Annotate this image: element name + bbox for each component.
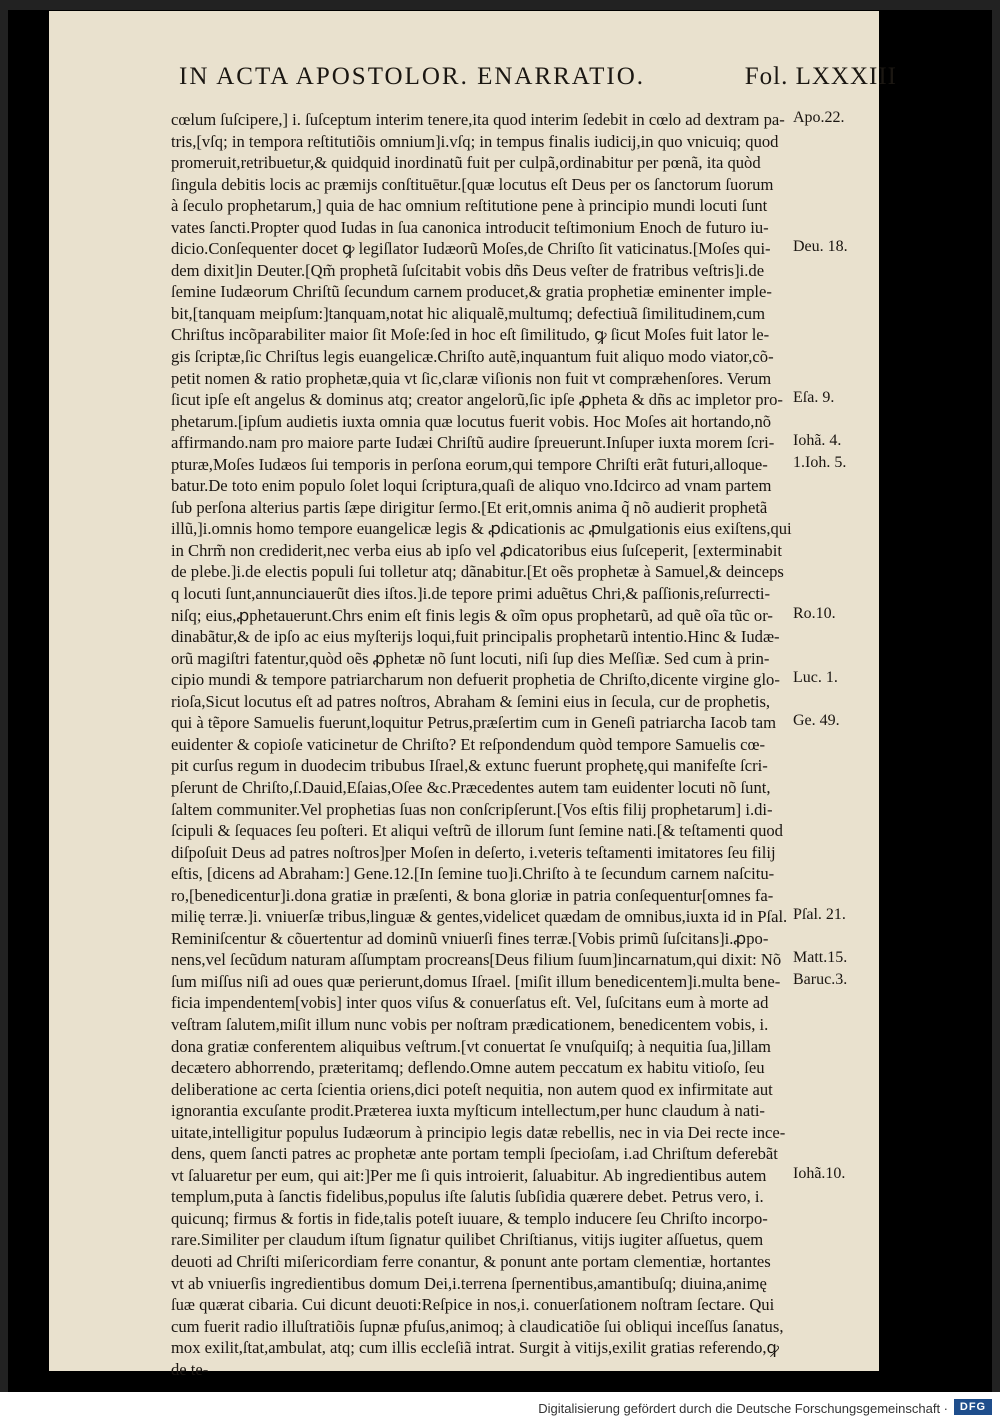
text-line: phetarum.[ipſum audietis iuxta omnia quæ locutus fuerit vobis. Hoc Moſes ait hortando,nõ — [171, 411, 772, 431]
text-line: cipio mundi & tempore patriarcharum non defuerit prophetia de Chriſto,dicente virgine glo- — [171, 670, 780, 690]
folio-number: Fol. LXXXIII — [744, 63, 897, 90]
text-line: veſtram ſalutem,miſit illum nunc vobis per noſtram prædicationem, benedicentem vobis, i. — [171, 1014, 769, 1034]
dfg-logo: DFG — [954, 1399, 992, 1415]
main-text-block — [171, 109, 836, 1380]
marginal-reference: Pſal. 21. — [793, 906, 846, 924]
text-line: promeruit,retribuetur,& quidquid inordinatũ fuit per culpã,ordinabitur per pœnã, ita quòd — [171, 153, 761, 173]
text-line: ſingula debitis locis ac præmijs conſtituētur.[quæ locutus eſt Deus per os ſanctorum ſuorum — [171, 174, 774, 194]
text-line: q locuti ſunt,annunciauerũt dies iſtos.]i.de tepore primi aduẽtus Chri,& paſſionis,reſurrecti- — [171, 584, 771, 604]
text-line: Reminiſcentur & cõuertentur ad dominũ vniuerſi fines terræ.[Vobis primũ ſuſcitans]i.ꝓpo- — [171, 928, 769, 948]
text-line: tris,[vſq; in tempora reſtitutiõis omnium]i.vſq; in tempus finalis iudicij,in quo vnicuiq; quod — [171, 131, 779, 151]
text-line: euidenter & copioſe vaticinetur de Chriſto? Et reſpondendum quòd tempore Samuelis cœ- — [171, 734, 765, 754]
text-line: in Chrm̃ non crediderit,nec verba eius ab ipſo vel ꝓdicatoribus eius ſuſceperit, [exterminabit — [171, 540, 782, 560]
text-line: milię terræ.]i. vniuerſæ tribus,linguæ & gentes,videlicet quædam de omnibus,iuxta id in Pſal. — [171, 907, 788, 927]
text-line: rare.Similiter per claudum iſtum ſignatur quilibet Chriſtianus, vitijs iugiter aſſuetus, quem — [171, 1230, 764, 1250]
text-line: gis ſcriptæ,ſic Chriſtus legis euangelicæ.Chriſto autẽ,inquantum fuit aliquo modo viator,cõ- — [171, 347, 774, 367]
marginal-reference: Ro.10. — [793, 604, 836, 622]
text-line: affirmando.nam pro maiore parte Iudæi Chriſtũ audire ſpreuerunt.Inſuper iuxta morem ſcri- — [171, 433, 775, 453]
text-line: niſq; eius,ꝓphetauerunt.Chrs enim eſt finis legis & oĩm opus prophetarũ, ad quẽ oĩa tũc or- — [171, 605, 773, 625]
text-line: qui à tẽpore Samuelis fuerunt,loquitur Petrus,præſertim cum in Geneſi patriarcha Iacob tam — [171, 713, 777, 733]
marginal-reference: Eſa. 9. — [793, 389, 835, 407]
text-line: Chriſtus incõparabiliter maior ſit Moſe:ſed in hoc eſt ſimilitudo, ꝙ ſicut Moſes fuit lator le- — [171, 325, 770, 345]
text-line: ſub perſona alterius partis ſæpe dirigitur ſermo.[Et erit,omnis anima q̃ nõ audierit prophetã — [171, 497, 768, 517]
running-title: IN ACTA APOSTOLOR. ENARRATIO. — [179, 63, 645, 90]
text-line: petit nomen & ratio prophetæ,quia vt ſic,claræ viſionis non fuit vt compræhenſores. Verum — [171, 368, 772, 388]
text-line: de plebe.]i.de electis populi ſui tolletur atq; dãnabitur.[Et oẽs prophetæ à Samuel,& deinceps — [171, 562, 784, 582]
text-line: decætero abhorrendo, præteritamq; deflendo.Omne autem peccatum ex habitu vitioſo, ſeu — [171, 1058, 765, 1078]
marginal-reference: 1.Ioh. 5. — [793, 453, 847, 471]
text-line: dicio.Conſequenter docet ꝙ legiſlator Iudæorũ Moſes,de Chriſto ſit vaticinatus.[Moſes qui- — [171, 239, 771, 259]
marginal-reference: Ge. 49. — [793, 712, 840, 730]
text-line: quicunq; firmus & fortis in fide,talis poteſt iuuare, & templo inducere ſeu Chriſto incorpo- — [171, 1208, 768, 1228]
marginal-reference: Iohã. 4. — [793, 432, 842, 450]
text-line: batur.De toto enim populo ſolet loqui ſcriptura,quaſi de aliquo vno.Idcirco ad vnam partem — [171, 476, 772, 496]
text-line: pturæ,Moſes Iudæos ſui temporis in perſona eorum,qui tempore Chriſti erãt futuri,alloque- — [171, 454, 768, 474]
page-header — [137, 63, 897, 103]
text-line: dona gratiæ conferentem aliquibus veſtrum.[vt conuertat ſe vnuſquiſq; à nequitia ſua,]illam — [171, 1036, 771, 1056]
funding-credit: Digitalisierung gefördert durch die Deutsche Forschungsgemeinschaft · — [538, 1401, 948, 1416]
marginal-reference: Baruc.3. — [793, 971, 848, 988]
page-frame — [8, 10, 992, 1392]
text-line: ro,[benedicentur]i.dona gratiæ in præſenti, & bona gloriæ in patria conſequentur[omnes fa- — [171, 885, 774, 905]
book-page — [49, 11, 897, 1379]
text-line: uitate,intelligitur populus Iudæorum à principio legis datæ rebellis, nec in via Dei recte ince- — [171, 1122, 786, 1142]
text-line: deuoti ad Chriſti miſericordiam ferre conantur, & ponunt ante portam clementiæ, hortantes — [171, 1251, 771, 1271]
text-line: ſum miſſus niſi ad oues quæ perierunt,domus Iſrael. [miſit illum benedicentem]i.multa bene- — [171, 971, 781, 991]
text-line: vt ab vniuerſis ingredientibus domum Dei,i.terrena ſpernentibus,amantibuſq; diuina,animę — [171, 1273, 767, 1293]
text-line: deliberatione ac certa ſcientia oriens,dici poteſt nequitia, non autem quod ex infirmitate aut — [171, 1079, 773, 1099]
marginal-reference: Deu. 18. — [793, 238, 848, 256]
text-line: nens,vel ſecũdum naturam aſſumptam procreans[Deus filium ſuum]incarnatum,qui dixit: Nõ — [171, 950, 782, 970]
text-line: à ſeculo prophetarum,] quia de hac omnium reſtitutione pene à principio mundi locuti ſunt — [171, 196, 768, 216]
text-line: ſicut ipſe eſt angelus & dominus atq; creator angelorũ,ſic ipſe ꝓpheta & dñs ac impletor pro- — [171, 390, 783, 410]
text-line: pſerunt de Chriſto,ſ.Dauid,Eſaias,Oſee &c.Præcedentes autem tam euidenter locuti nõ ſunt, — [171, 777, 771, 797]
text-line: cum fuerit radio illuſtratiõis ſupnæ pfuſus,animoq; à claudicatiõe ſui obliqui inceſſus ſanatus, — [171, 1316, 784, 1336]
text-line: dem dixit]in Deuter.[Qm̃ prophetã ſuſcitabit vobis dñs Deus veſter de fratribus veſtris]i.de — [171, 260, 765, 280]
text-line: vt ſaluaretur per eum, qui ait:]Per me ſi quis introierit, ſaluabitur. Ab ingredientibus autem — [171, 1165, 767, 1185]
text-line: eſtis, [dicens ad Abraham:] Gene.12.[In ſemine tuo]i.Chriſto à te ſecundum carnem naſcitu- — [171, 864, 775, 884]
text-line: dens, quem ſancti patres ac prophetæ ante portam templi ſpecioſam, i.ad Chriſtum deferebãt — [171, 1144, 778, 1164]
marginal-reference: Matt.15. — [793, 949, 848, 967]
text-line: templum,puta à ſanctis fidelibus,populus iſte ſalutis ſubſidia quærere debet. Petrus vero, i. — [171, 1187, 764, 1207]
text-line: orũ magiſtri fatentur,quòd oẽs ꝓphetæ nõ ſunt locuti, niſi ſup dies Meſſiæ. Sed cum à prin- — [171, 648, 770, 668]
text-line: bit,[tanquam meipſum:]tanquam,notat hic aliqualẽ,multumq; defectiuã ſimilitudinem,cum — [171, 303, 766, 323]
marginal-reference: Luc. 1. — [793, 669, 838, 687]
text-line: diſpoſuit Deus ad patres noſtros]per Moſen in deſerto, i.veteris teſtamenti imitatores ſeu filij — [171, 842, 776, 862]
text-line: illũ,]i.omnis homo tempore euangelicæ legis & ꝓdicationis ac ꝓmulgationis eius exiſtens,qui — [171, 519, 792, 539]
text-line: dinabãtur,& de ipſo ac eius myſterijs loqui,fuit principalis prophetarũ intentio.Hinc & Iudæ- — [171, 627, 780, 647]
text-line: rioſa,Sicut locutus eſt ad patres noſtros, Abraham & ſemini eius in ſecula, cur de prophetis, — [171, 691, 771, 711]
text-line: ſemine Iudæorum Chriſtũ ſecundum carnem producet,& gratia prophetiæ eminenter imple- — [171, 282, 772, 302]
text-line: ignorantia excuſante prodit.Præterea iuxta myſticum intellectum,per hunc claudum à nati- — [171, 1101, 765, 1121]
text-line: ſcipuli & ſequaces ſeu poſteri. Et aliqui veſtrũ de illorum ſunt ſemine nati.[& teſtamenti quod — [171, 821, 783, 841]
footer-bar — [0, 1392, 1000, 1424]
text-line: ſuæ quærat cibaria. Cui dicunt deuoti:Reſpice in nos,i. conuerſationem noſtram ſectare. Qui — [171, 1295, 775, 1315]
text-line: ficia impendentem[vobis] inter quos viſus & conuerſatus eſt. Vel, ſuſcitans eum à morte ad — [171, 993, 769, 1013]
text-line: ſaltem communiter.Vel prophetias ſuas non conſcripſerunt.[Vos eſtis filij prophetarum] i.di- — [171, 799, 773, 819]
text-line: vates ſancti.Propter quod Iudas in ſua canonica introducit teſtimonium Enoch de futuro iu- — [171, 217, 769, 237]
text-line: pit curſus regum in duodecim tribubus Iſrael,& extunc fuerunt prophetę,qui manifeſte ſcri- — [171, 756, 768, 776]
text-line: cœlum ſuſcipere,] i. ſuſceptum interim tenere,ita quod interim ſedebit in cœlo ad dextram pa- — [171, 110, 785, 129]
text-line: de te- — [171, 1359, 209, 1379]
text-line: mox exilit,ſtat,ambulat, atq; cum illis eccleſiã intrat. Surgit à vitijs,exilit gratias referendo,ꝙ — [171, 1338, 779, 1358]
marginal-reference: Iohã.10. — [793, 1164, 846, 1182]
marginal-reference: Apo.22. — [793, 109, 845, 126]
